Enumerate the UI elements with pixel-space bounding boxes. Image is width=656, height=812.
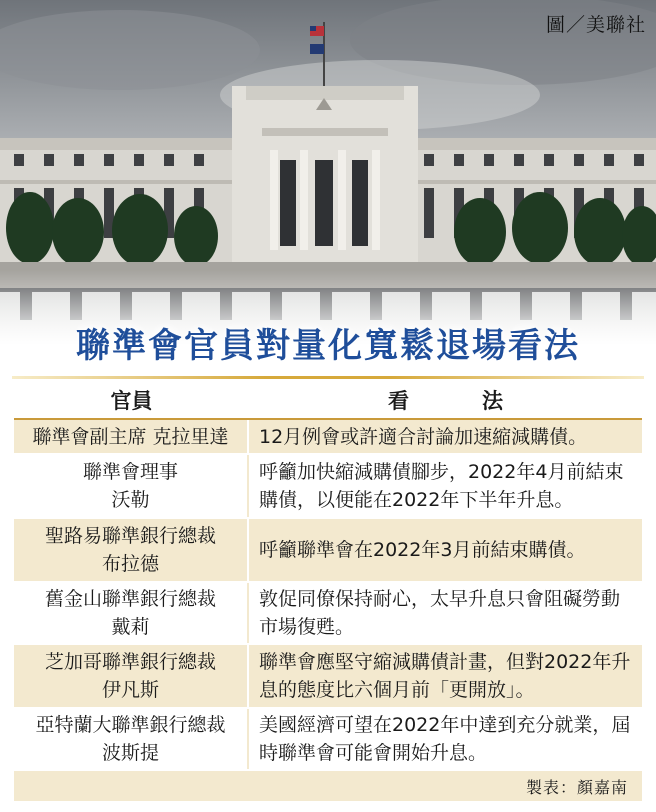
page-title: 聯準會官員對量化寬鬆退場看法 xyxy=(76,326,580,366)
official-title: 聯準會理事 xyxy=(82,461,178,483)
official-name: 伊凡斯 xyxy=(101,679,159,701)
views-table xyxy=(14,381,642,801)
view-cell: 12月例會或許適合討論加速縮減購債。 xyxy=(259,425,588,448)
fed-building-photo xyxy=(0,0,656,345)
official-name: 聯準會副主席 克拉里達 xyxy=(32,425,229,448)
table-row xyxy=(14,645,642,709)
official-cell xyxy=(14,455,249,517)
header-view: 看 法 xyxy=(388,388,529,413)
official-name: 戴莉 xyxy=(111,616,150,638)
official-cell xyxy=(14,645,249,707)
official-title: 芝加哥聯準銀行總裁 xyxy=(44,651,216,673)
source-note: 製表：顏嘉南 xyxy=(525,777,628,797)
official-title: 亞特蘭大聯準銀行總裁 xyxy=(35,714,226,736)
photo-credit: 圖／美聯社 xyxy=(545,14,646,36)
title-divider xyxy=(12,376,644,379)
official-title: 舊金山聯準銀行總裁 xyxy=(44,588,216,610)
view-cell: 呼籲聯準會在2022年3月前結束購債。 xyxy=(259,539,586,561)
header-official: 官員 xyxy=(110,388,153,413)
table-body xyxy=(14,418,642,771)
source-footer xyxy=(14,771,642,801)
official-cell xyxy=(14,709,249,769)
official-cell xyxy=(14,420,249,453)
official-name: 波斯提 xyxy=(101,742,159,764)
view-cell: 呼籲加快縮減購債腳步，2022年4月前結束購債，以便能在2022年下半年升息。 xyxy=(259,461,624,511)
view-cell: 聯準會應堅守縮減購債計畫，但對2022年升息的態度比六個月前「更開放」。 xyxy=(259,651,631,701)
official-cell xyxy=(14,583,249,643)
view-cell: 美國經濟可望在2022年中達到充分就業，屆時聯準會可能會開始升息。 xyxy=(259,714,631,764)
view-cell: 敦促同僚保持耐心，太早升息只會阻礙勞動市場復甦。 xyxy=(259,588,621,638)
table-row xyxy=(14,709,642,771)
table-row xyxy=(14,455,642,519)
table-row xyxy=(14,420,642,455)
official-cell xyxy=(14,519,249,581)
official-title: 聖路易聯準銀行總裁 xyxy=(44,525,216,547)
table-row xyxy=(14,519,642,583)
official-name: 沃勒 xyxy=(111,489,150,511)
official-name: 布拉德 xyxy=(101,553,159,575)
table-header xyxy=(14,381,642,418)
table-row xyxy=(14,583,642,645)
building-illustration xyxy=(0,0,656,345)
